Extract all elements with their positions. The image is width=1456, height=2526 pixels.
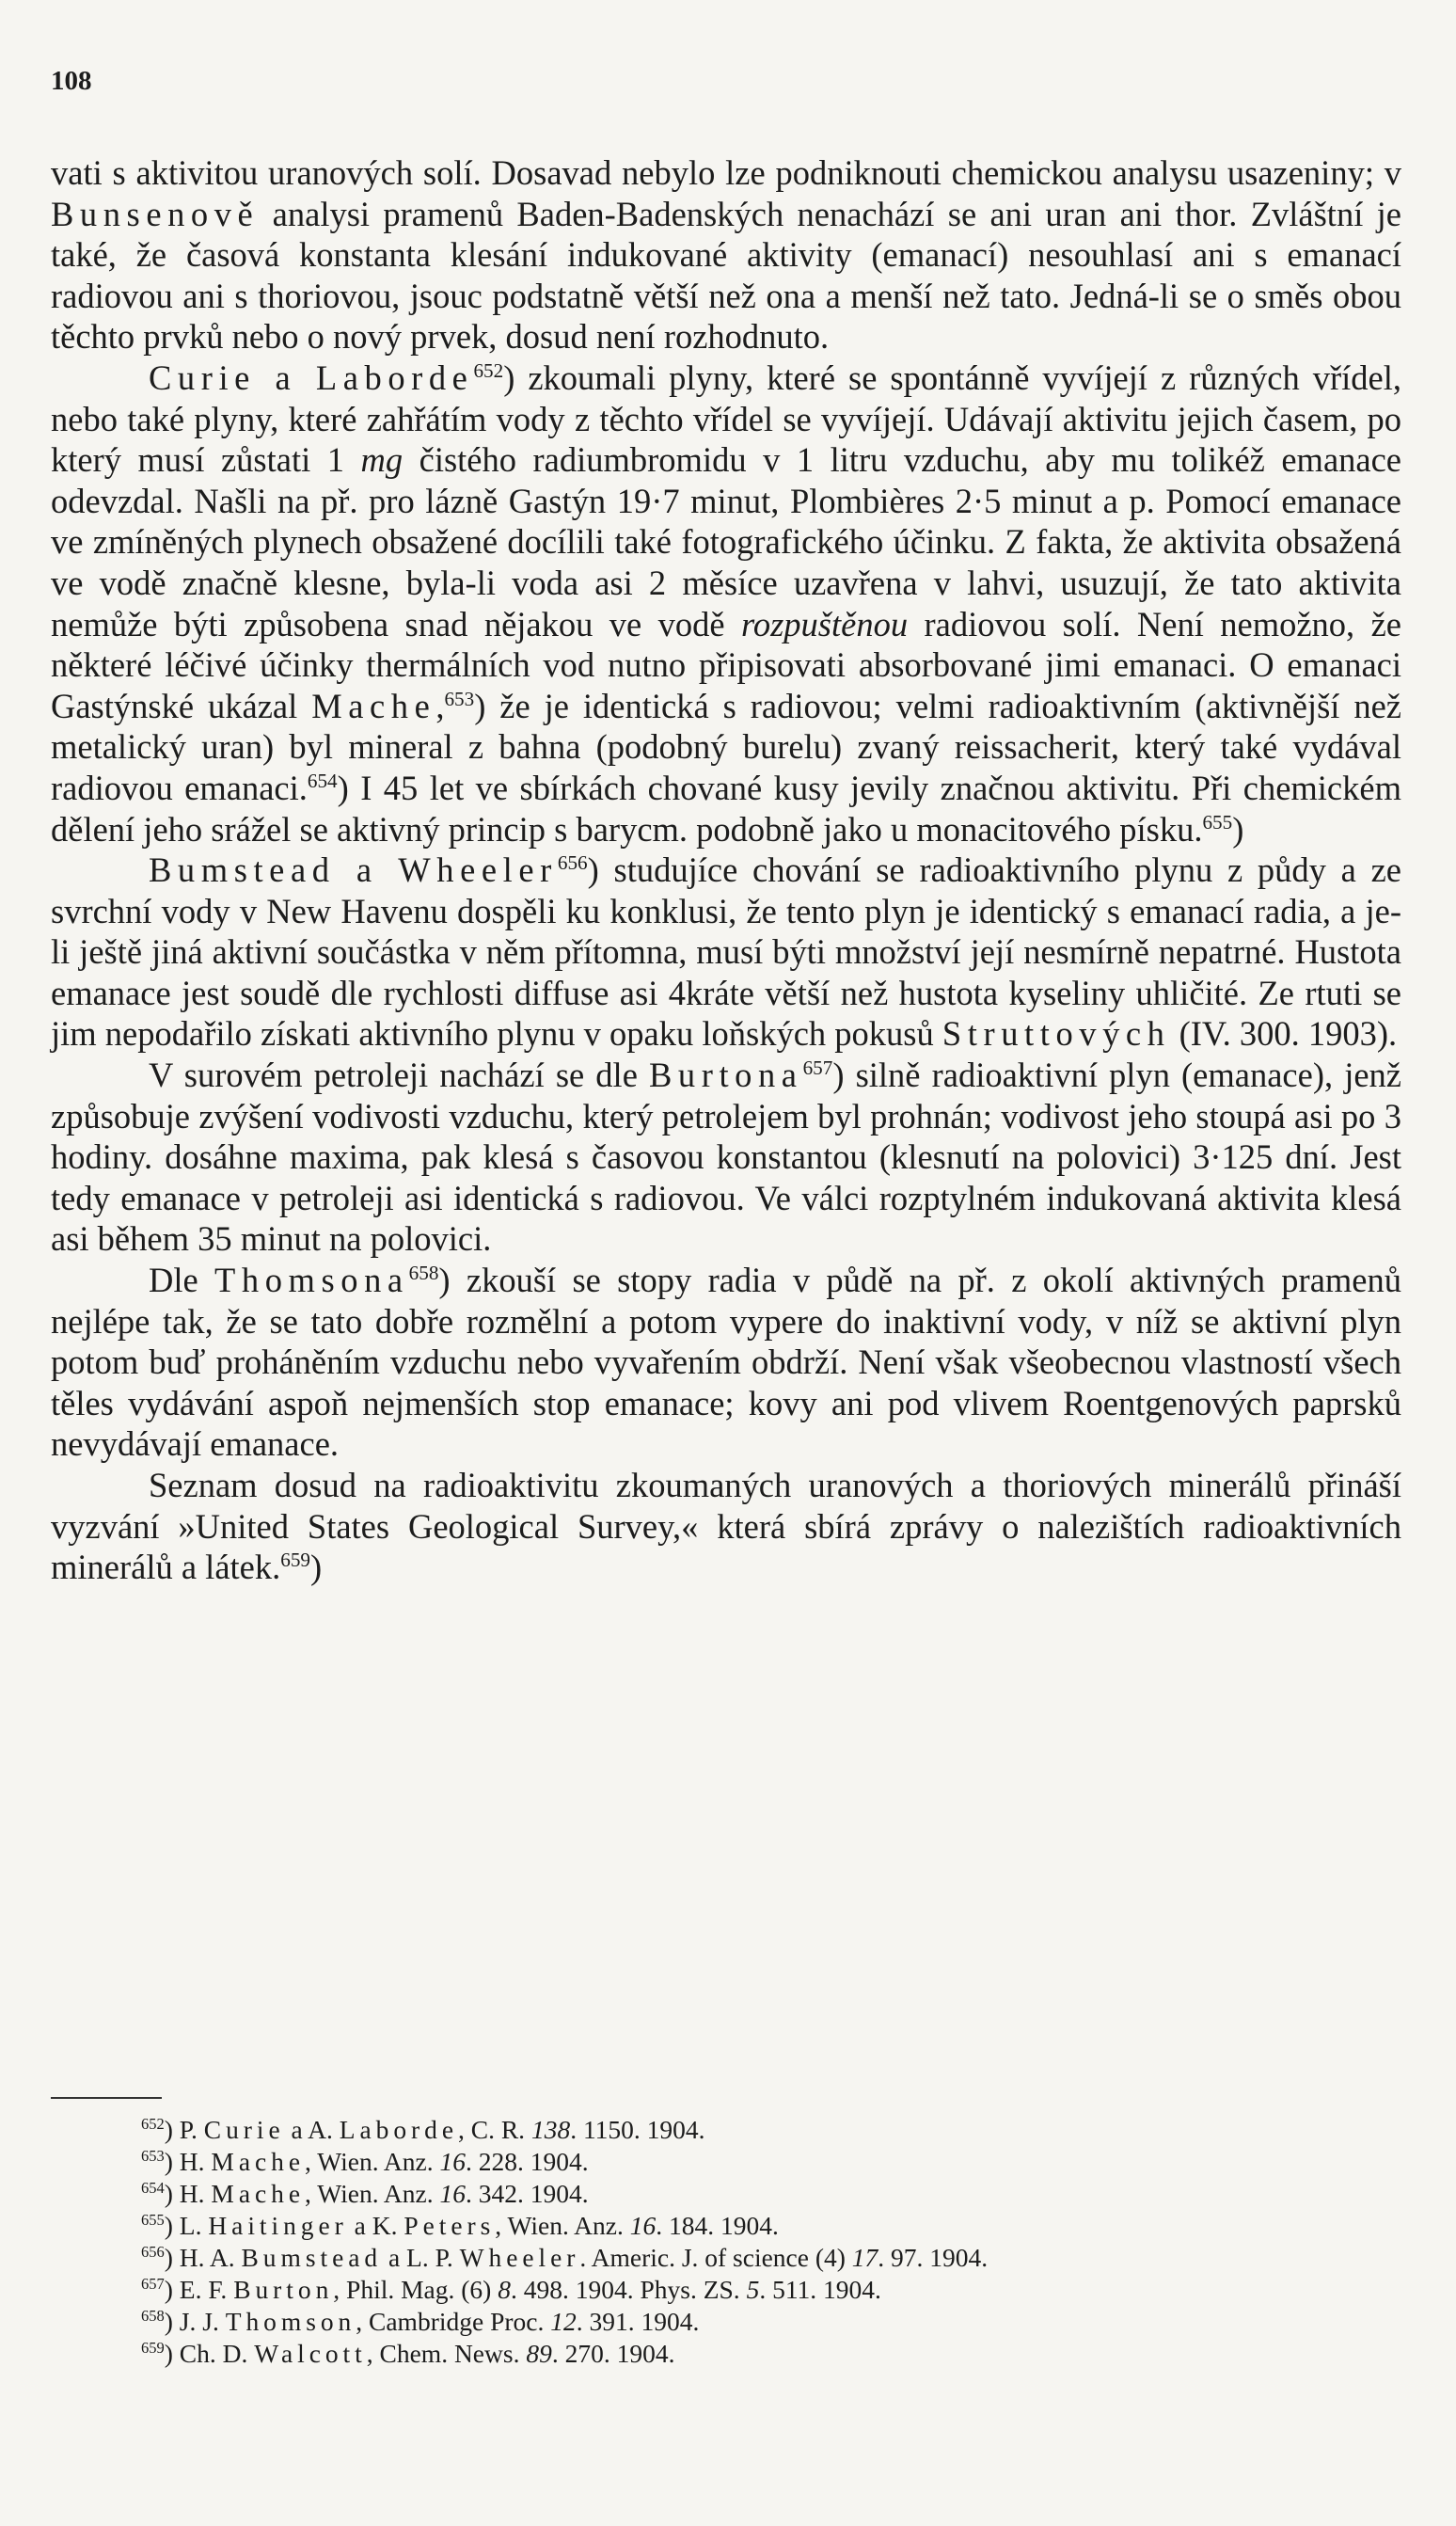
text-run: H. [179, 2147, 212, 2176]
paragraph [51, 357, 1401, 850]
footnote-reference: 653 [444, 687, 475, 710]
spaced-name: Struttových [942, 1014, 1171, 1054]
text-run: . 270. 1904. [551, 2339, 675, 2368]
text-run: P. [179, 2115, 204, 2144]
text-run: a K. [347, 2211, 404, 2240]
footnote-bracket: ) [164, 2147, 180, 2176]
footnote-number: 656 [141, 2242, 165, 2261]
footnote [141, 2274, 1401, 2306]
paragraph [51, 1465, 1401, 1588]
spaced-name: Burtona [649, 1056, 803, 1095]
paragraph [51, 1055, 1401, 1260]
text-run: . 1150. 1904. [570, 2115, 705, 2144]
spaced-name: Peters [404, 2211, 496, 2240]
footnote-reference: 652 [473, 358, 504, 382]
footnote-bracket: ) [164, 2339, 180, 2368]
spaced-name: Wheeler [459, 2243, 580, 2272]
footnote-bracket: ) [164, 2115, 180, 2144]
text-run: . 184. 1904. [656, 2211, 779, 2240]
footnote-reference: 659 [280, 1549, 310, 1572]
footnote-number: 653 [141, 2146, 165, 2165]
text-run: ) zkoumali plyny, které se spontánně vyvíjejí z různých vřídel, nebo také plyny, které zahřátím vody z těchto vřídel se vyvíjejí. Udávají aktivitu jejich časem, po který musí zůstati 1 [51, 357, 1401, 480]
text-run: radiovou solí. Není nemožno, že některé léčivé účinky thermálních vod nutno připisovati absorbované jimi emanaci. O emanaci Gastýnské ukázal [51, 604, 1401, 725]
text-run: , Chem. News. [366, 2339, 527, 2368]
page-number: 108 [51, 66, 92, 96]
spaced-name: Bumstead [241, 2243, 383, 2272]
footnote-reference: 655 [1202, 810, 1233, 834]
text-run: Ch. D. [179, 2339, 255, 2368]
footnote-bracket: ) [164, 2243, 180, 2272]
text-run: čistého radiumbromidu v 1 litru vzduchu, aby mu tolikéž emanace odevzdal. Našli na př. pro lázně Gastýn 19·7 minut, Plombières 2·5 minut a p. Pomocí emanace ve zmíněných plynech obsažené docílili také fotografického účinku. Z fakta, že aktivita obsažená ve vodě značně klesne, byla-li voda asi 2 měsíce uzavřena v lahvi, usuzují, že tato aktivita nemůže býti způsobena snad nějakou ve vodě [51, 440, 1401, 643]
italic-text: mg [360, 440, 404, 480]
text-run: , C. R. [458, 2115, 531, 2144]
footnote-divider [51, 2097, 162, 2099]
footnote-number: 655 [141, 2210, 165, 2229]
text-run: . 228. 1904. [466, 2147, 589, 2176]
text-run: . Americ. J. of science (4) [579, 2243, 852, 2272]
text-run: ) studujíce chování se radioaktivního plynu z půdy a ze svrchní vody v New Havenu dospěli ku konklusi, že tento plyn je identický s emanací radia, a je-li ještě jiná aktivní součástka v něm přítomna, musí býti množství její nesmírně nepatrné. Hustota emanace jest soudě dle rychlosti diffuse asi 4kráte větší než hustota kyseliny uhličité. Ze rtuti se jim nepodařilo získati aktivního plynu v opaku loňských pokusů [51, 850, 1401, 1054]
text-run: . 511. 1904. [759, 2275, 881, 2304]
text-run: , [435, 686, 445, 725]
italic-text: rozpuštěnou [740, 604, 909, 643]
text-run: ) [309, 1548, 323, 1587]
text-run: analysi pramenů Baden-Badenských nenachází se ani uran ani thor. Zvláštní je také, že časová konstanta klesání indukované aktivity (emanací) nesouhlasí ani s emanací radiovou ani s thoriovou, jsouc podstatně větší než ona a menší než tato. Jedná-li se o směs obou těchto prvků nebo o nový prvek, dosud není rozhodnuto. [51, 194, 1401, 357]
italic-text: 17 [851, 2243, 878, 2272]
footnote [141, 2178, 1401, 2210]
text-run: J. J. [179, 2307, 226, 2336]
footnote-number: 658 [141, 2306, 165, 2325]
text-run: ) I 45 let ve sbírkách chované kusy jevily značnou aktivitu. Při chemickém dělení jeho srážel se aktivný princip s barycm. podobně jako u monacitového písku. [51, 768, 1401, 849]
spaced-name: Mache [211, 2179, 305, 2208]
text-run: Dle [149, 1261, 215, 1300]
text-run: a L. P. [382, 2243, 460, 2272]
footnote-number: 657 [141, 2274, 165, 2293]
italic-text: 89 [526, 2339, 552, 2368]
paragraph [51, 850, 1401, 1055]
text-run: a A. [284, 2115, 340, 2144]
footnote-bracket: ) [164, 2179, 180, 2208]
text-run: ) že je identická s radiovou; velmi radioaktivním (aktivnější než metalický uran) byl mineral z bahna (podobný burelu) zvaný reissacherit, který také vydával radiovou emanaci. [51, 686, 1401, 807]
spaced-name: Mache [211, 2147, 305, 2176]
italic-text: 16 [629, 2211, 657, 2240]
text-run: . 391. 1904. [576, 2307, 700, 2336]
footnote-reference: 658 [408, 1261, 439, 1284]
spaced-name: Thomson [225, 2307, 356, 2336]
text-run: , Wien. Anz. [495, 2211, 630, 2240]
italic-text: 16 [439, 2179, 467, 2208]
footnote [141, 2210, 1401, 2242]
footnote [141, 2146, 1401, 2178]
spaced-name: Bunsenově [51, 194, 260, 233]
footnote-number: 659 [141, 2338, 165, 2357]
footnote-bracket: ) [164, 2275, 180, 2304]
spaced-name: Haitinger [208, 2211, 348, 2240]
text-run: ) [1232, 809, 1244, 849]
spaced-name: Mache [311, 686, 436, 725]
text-run: E. F. [179, 2275, 234, 2304]
footnote [141, 2114, 1401, 2146]
spaced-name: Burton [233, 2275, 334, 2304]
italic-text: 8 [498, 2275, 511, 2304]
text-run: ) silně radioaktivní plyn (emanace), jenž způsobuje zvýšení vodivosti vzduchu, který petrolejem byl prohnán; vodivost jeho stoupá asi po 3 hodiny. dosáhne maxima, pak klesá s časovou konstantou (klesnutí na polovici) 3·125 dní. Jest tedy emanace v petroleji asi identická s radiovou. Ve válci rozptylném indukovaná aktivita klesá asi během 35 minut na polovici. [51, 1056, 1401, 1259]
spaced-name: Laborde [339, 2115, 458, 2144]
paragraph [51, 152, 1401, 357]
text-run: ) zkouší se stopy radia v půdě na př. z okolí aktivných pramenů nejlépe tak, že se tato dobře rozmělní a potom vypere do inaktivní vody, v níž se aktivní plyn potom buď proháněním vzduchu nebo vyvařením obdrží. Není však všeobecnou vlastností všech těles vydávání aspoň nejmenších stop emanace; kovy ani pod vlivem Roentgenových paprsků nevydávají emanace. [51, 1261, 1401, 1464]
text-run: . 498. 1904. Phys. ZS. [510, 2275, 747, 2304]
text-run: H. [179, 2179, 212, 2208]
footnote-bracket: ) [164, 2307, 180, 2336]
spaced-name: Curie [203, 2115, 285, 2144]
footnote [141, 2306, 1401, 2338]
paragraph [51, 1260, 1401, 1465]
italic-text: 12 [550, 2307, 577, 2336]
spaced-name: Thomsona [214, 1261, 409, 1300]
spaced-name: Walcott [254, 2339, 367, 2368]
text-run: . 342. 1904. [466, 2179, 589, 2208]
footnote-reference: 654 [307, 769, 338, 792]
text-run: , Wien. Anz. [305, 2147, 440, 2176]
text-run: vati s aktivitou uranových solí. Dosavad nebylo lze podniknouti chemickou analysu usazeniny; v [51, 153, 1401, 192]
spaced-name: Curie a Laborde [149, 357, 474, 397]
text-run: H. A. [179, 2243, 242, 2272]
footnote-number: 654 [141, 2178, 165, 2197]
footnote-reference: 657 [802, 1056, 833, 1079]
text-run: . 97. 1904. [878, 2243, 989, 2272]
spaced-name: Bumstead a Wheeler [149, 850, 558, 890]
footnote-bracket: ) [164, 2211, 180, 2240]
text-run: (IV. 300. 1903). [1170, 1014, 1398, 1054]
italic-text: 138 [530, 2115, 571, 2144]
text-run: V surovém petroleji nachází se dle [149, 1056, 649, 1095]
body-text [51, 152, 1401, 1588]
footnote-reference: 656 [557, 850, 588, 874]
footnotes [141, 2114, 1401, 2370]
text-run: Seznam dosud na radioaktivitu zkoumaných uranových a thoriových minerálů přináší vyzvání »United States Geological Survey,« která sbírá zprávy o nalezištích radioaktivních minerálů a látek. [51, 1466, 1401, 1587]
text-run: L. [179, 2211, 209, 2240]
footnote [141, 2338, 1401, 2370]
footnote [141, 2242, 1401, 2274]
text-run: , Cambridge Proc. [356, 2307, 551, 2336]
text-run: , Wien. Anz. [305, 2179, 440, 2208]
italic-text: 5 [746, 2275, 760, 2304]
italic-text: 16 [439, 2147, 467, 2176]
footnote-number: 652 [141, 2114, 165, 2133]
text-run: , Phil. Mag. (6) [333, 2275, 499, 2304]
